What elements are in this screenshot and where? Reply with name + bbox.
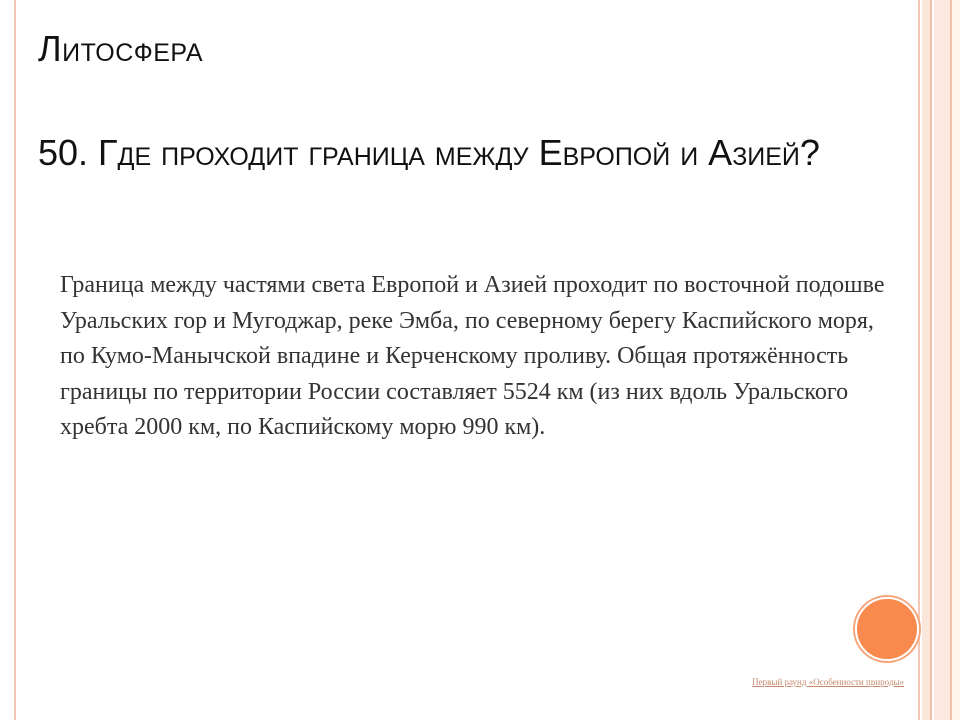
left-frame-line	[14, 0, 16, 720]
answer-text: Граница между частями света Европой и Азией проходит по восточной подошве Уральских гор и Мугоджар, реке Эмба, по северному берегу Каспийского моря, по Кумо-Манычской впадине и Керченскому проливу. Общая протяжённость границы по территории России составляет 5524 км (из них вдоль Уральского хребта 2000 км, по Каспийскому морю 990 км).	[60, 272, 885, 440]
right-decor-stripe	[918, 0, 920, 720]
right-decor-stripe	[934, 0, 950, 720]
back-to-round-link[interactable]: Первый раунд «Особенности природы»	[752, 677, 904, 687]
orange-circle-icon[interactable]	[855, 597, 919, 661]
question-heading: 50. Где проходит граница между Европой и Азией?	[38, 132, 820, 173]
section-title: Литосфера	[38, 28, 204, 69]
right-decor-stripe	[922, 0, 930, 720]
right-decor-stripe	[952, 0, 960, 720]
right-decor-stripe	[930, 0, 932, 720]
